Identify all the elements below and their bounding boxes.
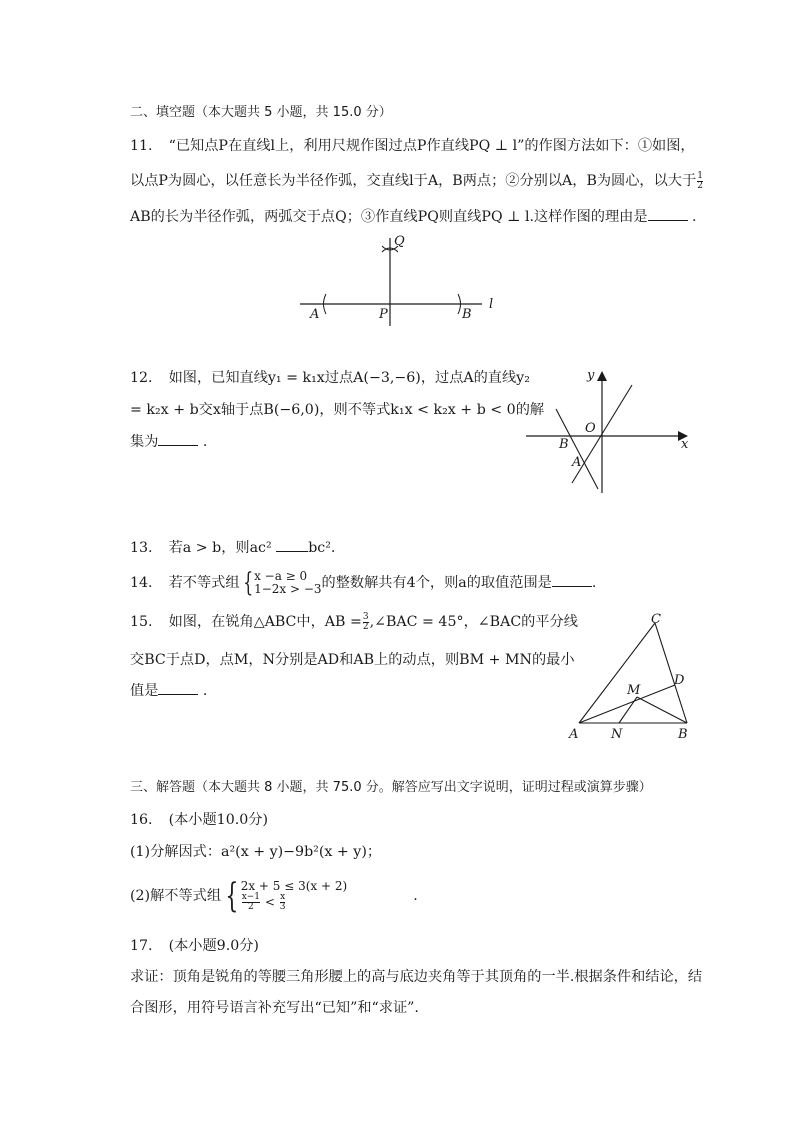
q17-line1: 求证：顶角是锐角的等腰三角形腰上的高与底边夹角等于其顶角的一半.根据条件和结论，结 — [130, 969, 703, 985]
q12-label-y: y — [587, 368, 595, 383]
q17-header — [130, 936, 259, 956]
q11-label-b: B — [462, 307, 472, 322]
q14-system: x −a ≥ 0 1−2x > −3 — [254, 569, 322, 596]
q11-number: 11. — [130, 138, 153, 154]
q16-number: 16. — [130, 812, 153, 828]
q13-text-a: 若a > b，则ac² — [168, 540, 272, 556]
q12-line2 — [130, 400, 544, 420]
q15-line3: 值是 . — [130, 680, 207, 701]
q15-label-a: A — [569, 727, 579, 742]
q12-label-b: B — [559, 437, 569, 452]
q11-line1 — [130, 136, 695, 156]
q11-text-2: 以点P为圆心，以任意长为半径作弧，交直线l于A，B两点；②分别以A，B为圆心，以大于 — [130, 173, 697, 189]
q17-number: 17. — [130, 938, 153, 954]
q13-text-b: bc². — [308, 540, 336, 556]
q11-label-a: A — [310, 307, 320, 322]
q11-figure — [290, 230, 510, 340]
q11-fraction: $\frac{1}{2}$ — [697, 170, 703, 191]
q15-figure — [565, 605, 705, 745]
q16-part2: (2)解不等式组 { 2x + 5 ≤ 3(x + 2) $\frac{x-1}{2}$ < $\frac{x}{3}$ . — [130, 876, 418, 916]
q13-answer-blank[interactable] — [276, 537, 308, 552]
q14-number: 14. — [130, 575, 153, 591]
q15-label-m: M — [627, 683, 641, 698]
q13-number: 13. — [130, 540, 153, 556]
q15-line2: 交BC于点D，点M，N分别是AD和AB上的动点，则BM + MN的最小 — [130, 652, 575, 668]
q12-text-1: 如图，已知直线y₁ = k₁x过点A(−3,−6)，过点A的直线y₂ — [168, 370, 530, 386]
q11-line3: AB的长为半径作弧，两弧交于点Q；③作直线PQ则直线PQ ⊥ l.这样作图的理由是 . — [130, 206, 697, 227]
section-2-title: 二、填空题（本大题共 5 小题，共 15.0 分） — [130, 105, 392, 120]
q17-score: (本小题9.0分) — [168, 938, 259, 954]
q11-text-3: AB的长为半径作弧，两弧交于点Q；③作直线PQ则直线PQ ⊥ l.这样作图的理由是 — [130, 209, 648, 225]
q15-answer-blank[interactable] — [158, 680, 198, 695]
q15-fraction: $\frac{3}{2}$ — [362, 611, 369, 632]
q12-text-2: = k₂x + b交x轴于点B(−6,0)，则不等式k₁x < k₂x + b < 0的解 — [130, 402, 545, 418]
q11-line2 — [130, 171, 704, 191]
q15-label-b: B — [678, 727, 688, 742]
q12-label-o: O — [585, 421, 596, 436]
q12-number: 12. — [130, 370, 153, 386]
q16-part1: (1)分解因式：a²(x + y)−9b²(x + y)； — [130, 844, 382, 860]
q12-text-3: 集为 — [130, 434, 159, 450]
q12-line3: 集为 . — [130, 431, 207, 452]
q13-line — [130, 537, 335, 558]
q16-system: 2x + 5 ≤ 3(x + 2) $\frac{x-1}{2}$ < $\frac{x}{3}$ — [240, 879, 348, 912]
q17-line2: 合图形，用符号语言补充写出“已知”和“求证”. — [130, 1000, 419, 1016]
q12-answer-blank[interactable] — [158, 431, 198, 446]
q15-label-n: N — [611, 727, 623, 742]
q11-label-l: l — [489, 297, 494, 312]
q11-text-1: “已知点P在直线l上，利用尺规作图过点P作直线PQ ⊥ l”的作图方法如下：①如图， — [168, 138, 695, 154]
q12-figure — [520, 365, 700, 500]
q12-label-x: x — [681, 437, 689, 452]
q16-score: (本小题10.0分) — [168, 812, 268, 828]
q15-label-c: C — [651, 612, 661, 627]
q14-answer-blank[interactable] — [552, 572, 592, 587]
q12-line1 — [130, 368, 530, 388]
q11-label-q: Q — [394, 234, 405, 249]
q11-label-p: P — [379, 307, 388, 322]
q15-number: 15. — [130, 614, 153, 630]
q11-answer-blank[interactable] — [648, 206, 688, 221]
q16-header — [130, 810, 268, 830]
q15-line1: 15. 如图，在锐角△ABC中，AB = $\frac{3}{2}$ ,∠BAC = 45°，∠BAC的平分线 — [130, 611, 578, 632]
q15-label-d: D — [674, 673, 685, 688]
section-3-title: 三、解答题（本大题共 8 小题，共 75.0 分。解答应写出文字说明，证明过程或演算步骤） — [130, 780, 652, 795]
q14-line: 14. 若不等式组 { x −a ≥ 0 1−2x > −3 的整数解共有4个，则a的取值范围是 . — [130, 568, 597, 598]
q12-label-a: A — [572, 455, 582, 470]
